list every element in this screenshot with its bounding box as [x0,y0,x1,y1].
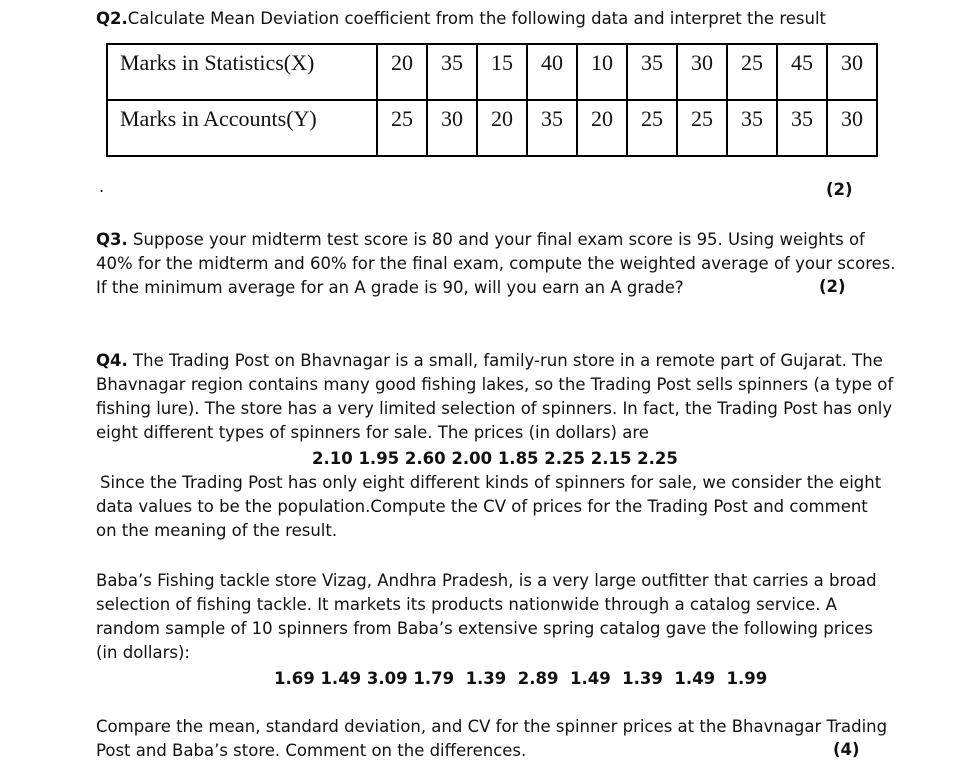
baba-line-1: Baba’s Fishing tackle store Vizag, Andhra Pradesh, is a very large outfitter that carries a broad [96,571,877,590]
table-cell: 25 [677,100,727,156]
q3-line-2: 40% for the midterm and 60% for the final exam, compute the weighted average of your scores. [96,254,896,273]
baba-prices: 1.69 1.49 3.09 1.79 1.39 2.89 1.49 1.39 1.49 1.99 [274,669,768,688]
table-cell: 35 [627,44,677,100]
compare-line-1: Compare the mean, standard deviation, and CV for the spinner prices at the Bhavnagar Trading [96,717,888,736]
table-cell: 15 [477,44,527,100]
q4-line-1 [96,350,883,372]
q3-line-1 [96,229,865,251]
q3-line-3: If the minimum average for an A grade is 90, will you earn an A grade? [96,278,684,297]
q2-heading [96,8,826,30]
q4-line-5: Since the Trading Post has only eight different kinds of spinners for sale, we consider the eight [100,473,882,492]
row-label-accounts: Marks in Accounts(Y) [107,100,377,156]
baba-line-4: (in dollars): [96,643,190,662]
q4-line-4: eight different types of spinners for sale. The prices (in dollars) are [96,423,649,442]
table-cell: 30 [677,44,727,100]
q4-text-1: The Trading Post on Bhavnagar is a small, family-run store in a remote part of Gujarat. The [127,351,883,370]
table-cell: 10 [577,44,627,100]
row-label-statistics: Marks in Statistics(X) [107,44,377,100]
q4-marks: (4) [833,740,860,759]
q4-line-3: fishing lure). The store has a very limited selection of spinners. In fact, the Trading Post has only [96,399,893,418]
stray-dot: . [99,177,105,196]
table-cell: 30 [827,100,877,156]
baba-line-3: random sample of 10 spinners from Baba’s extensive spring catalog gave the following prices [96,619,873,638]
q2-marks: (2) [826,180,853,199]
table-cell: 35 [527,100,577,156]
table-cell: 20 [577,100,627,156]
table-cell: 25 [627,100,677,156]
q2-number: Q2. [96,9,128,28]
table-cell: 20 [477,100,527,156]
q3-text-1: Suppose your midterm test score is 80 and your final exam score is 95. Using weights of [127,230,865,249]
table-cell: 20 [377,44,427,100]
q2-data-table [106,43,878,157]
baba-line-2: selection of fishing tackle. It markets its products nationwide through a catalog service. A [96,595,837,614]
q4-line-2: Bhavnagar region contains many good fishing lakes, so the Trading Post sells spinners (a type of [96,375,894,394]
trading-post-prices: 2.10 1.95 2.60 2.00 1.85 2.25 2.15 2.25 [312,449,678,468]
table-cell: 30 [427,100,477,156]
table-cell: 35 [727,100,777,156]
table-cell: 35 [427,44,477,100]
q4-line-6: data values to be the population.Compute the CV of prices for the Trading Post and comment [96,497,868,516]
table-row-accounts [107,100,877,156]
q4-number: Q4. [96,351,128,370]
table-row-statistics [107,44,877,100]
q3-marks: (2) [819,277,846,296]
q4-line-7: on the meaning of the result. [96,521,338,540]
table-cell: 45 [777,44,827,100]
table-cell: 25 [377,100,427,156]
compare-line-2: Post and Baba’s store. Comment on the differences. [96,741,527,760]
table-cell: 40 [527,44,577,100]
q2-text: Calculate Mean Deviation coefficient from the following data and interpret the result [127,9,827,28]
table-cell: 30 [827,44,877,100]
table-cell: 35 [777,100,827,156]
q3-number: Q3. [96,230,128,249]
table-cell: 25 [727,44,777,100]
